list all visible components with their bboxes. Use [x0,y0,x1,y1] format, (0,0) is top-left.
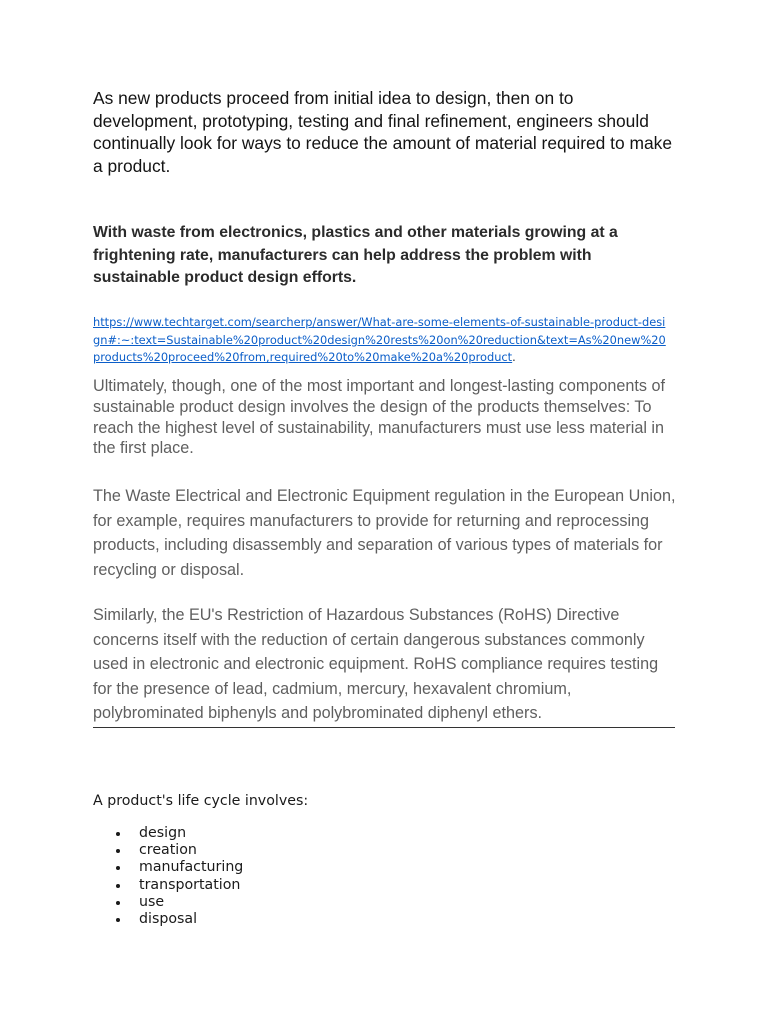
body-paragraph-weee: The Waste Electrical and Electronic Equipment regulation in the European Union, for example, requires manufacturers to provide for returning and reprocessing products, including disassembly and separation of various types of materials for recycling or disposal. [93,487,676,579]
list-item-label: transportation [139,876,241,893]
list-item-label: manufacturing [139,859,244,876]
list-item [93,877,243,894]
source-trailing-period: . [512,350,516,365]
source-citation [93,314,668,367]
lifecycle-intro: A product's life cycle involves: [93,793,309,809]
bullet-icon [116,832,120,836]
source-url-link[interactable]: https://www.techtarget.com/searcherp/answer/What-are-some-elements-of-sustainable-product-design#:~:text=Sustainable%20product%20design%20rests%20on%20reduction&text=As%20new%20products%20proceed%20from,required%20to%20make%20a%20product [93,315,666,365]
list-item [93,894,243,911]
bullet-icon [116,849,120,853]
bullet-icon [116,901,120,905]
list-item [93,825,243,842]
list-item-label: design [139,825,187,841]
body-paragraph-sustainability: Ultimately, though, one of the most important and longest-lasting components of sustainable product design involves the design of the products themselves: To reach the highest level of sustainability, manufacturers must use less material in the first place. [93,377,665,458]
bullet-icon [116,866,120,870]
lead-paragraph: With waste from electronics, plastics and other materials growing at a frightening rate, manufacturers can help address the problem with sustainable product design efforts. [93,224,618,286]
intro-paragraph: As new products proceed from initial idea to design, then on to development, prototyping, testing and final refinement, engineers should continually look for ways to reduce the amount of material required to make a product. [93,88,673,177]
list-item-label: disposal [139,911,198,928]
list-item [93,842,243,859]
body-paragraph-rohs: Similarly, the EU's Restriction of Hazardous Substances (RoHS) Directive concerns itself with the reduction of certain dangerous substances commonly used in electronic and electronic equipment. RoHS compliance requires testing for the presence of lead, cadmium, mercury, hexavalent chromium, polybrominated biphenyls and polybrominated diphenyl ethers. [93,603,675,728]
bullet-icon [116,884,120,888]
list-item [93,859,243,876]
list-item-label: use [139,893,165,910]
lifecycle-list [93,825,243,928]
bullet-icon [116,918,120,922]
list-item-label: creation [139,842,197,859]
list-item [93,911,243,928]
